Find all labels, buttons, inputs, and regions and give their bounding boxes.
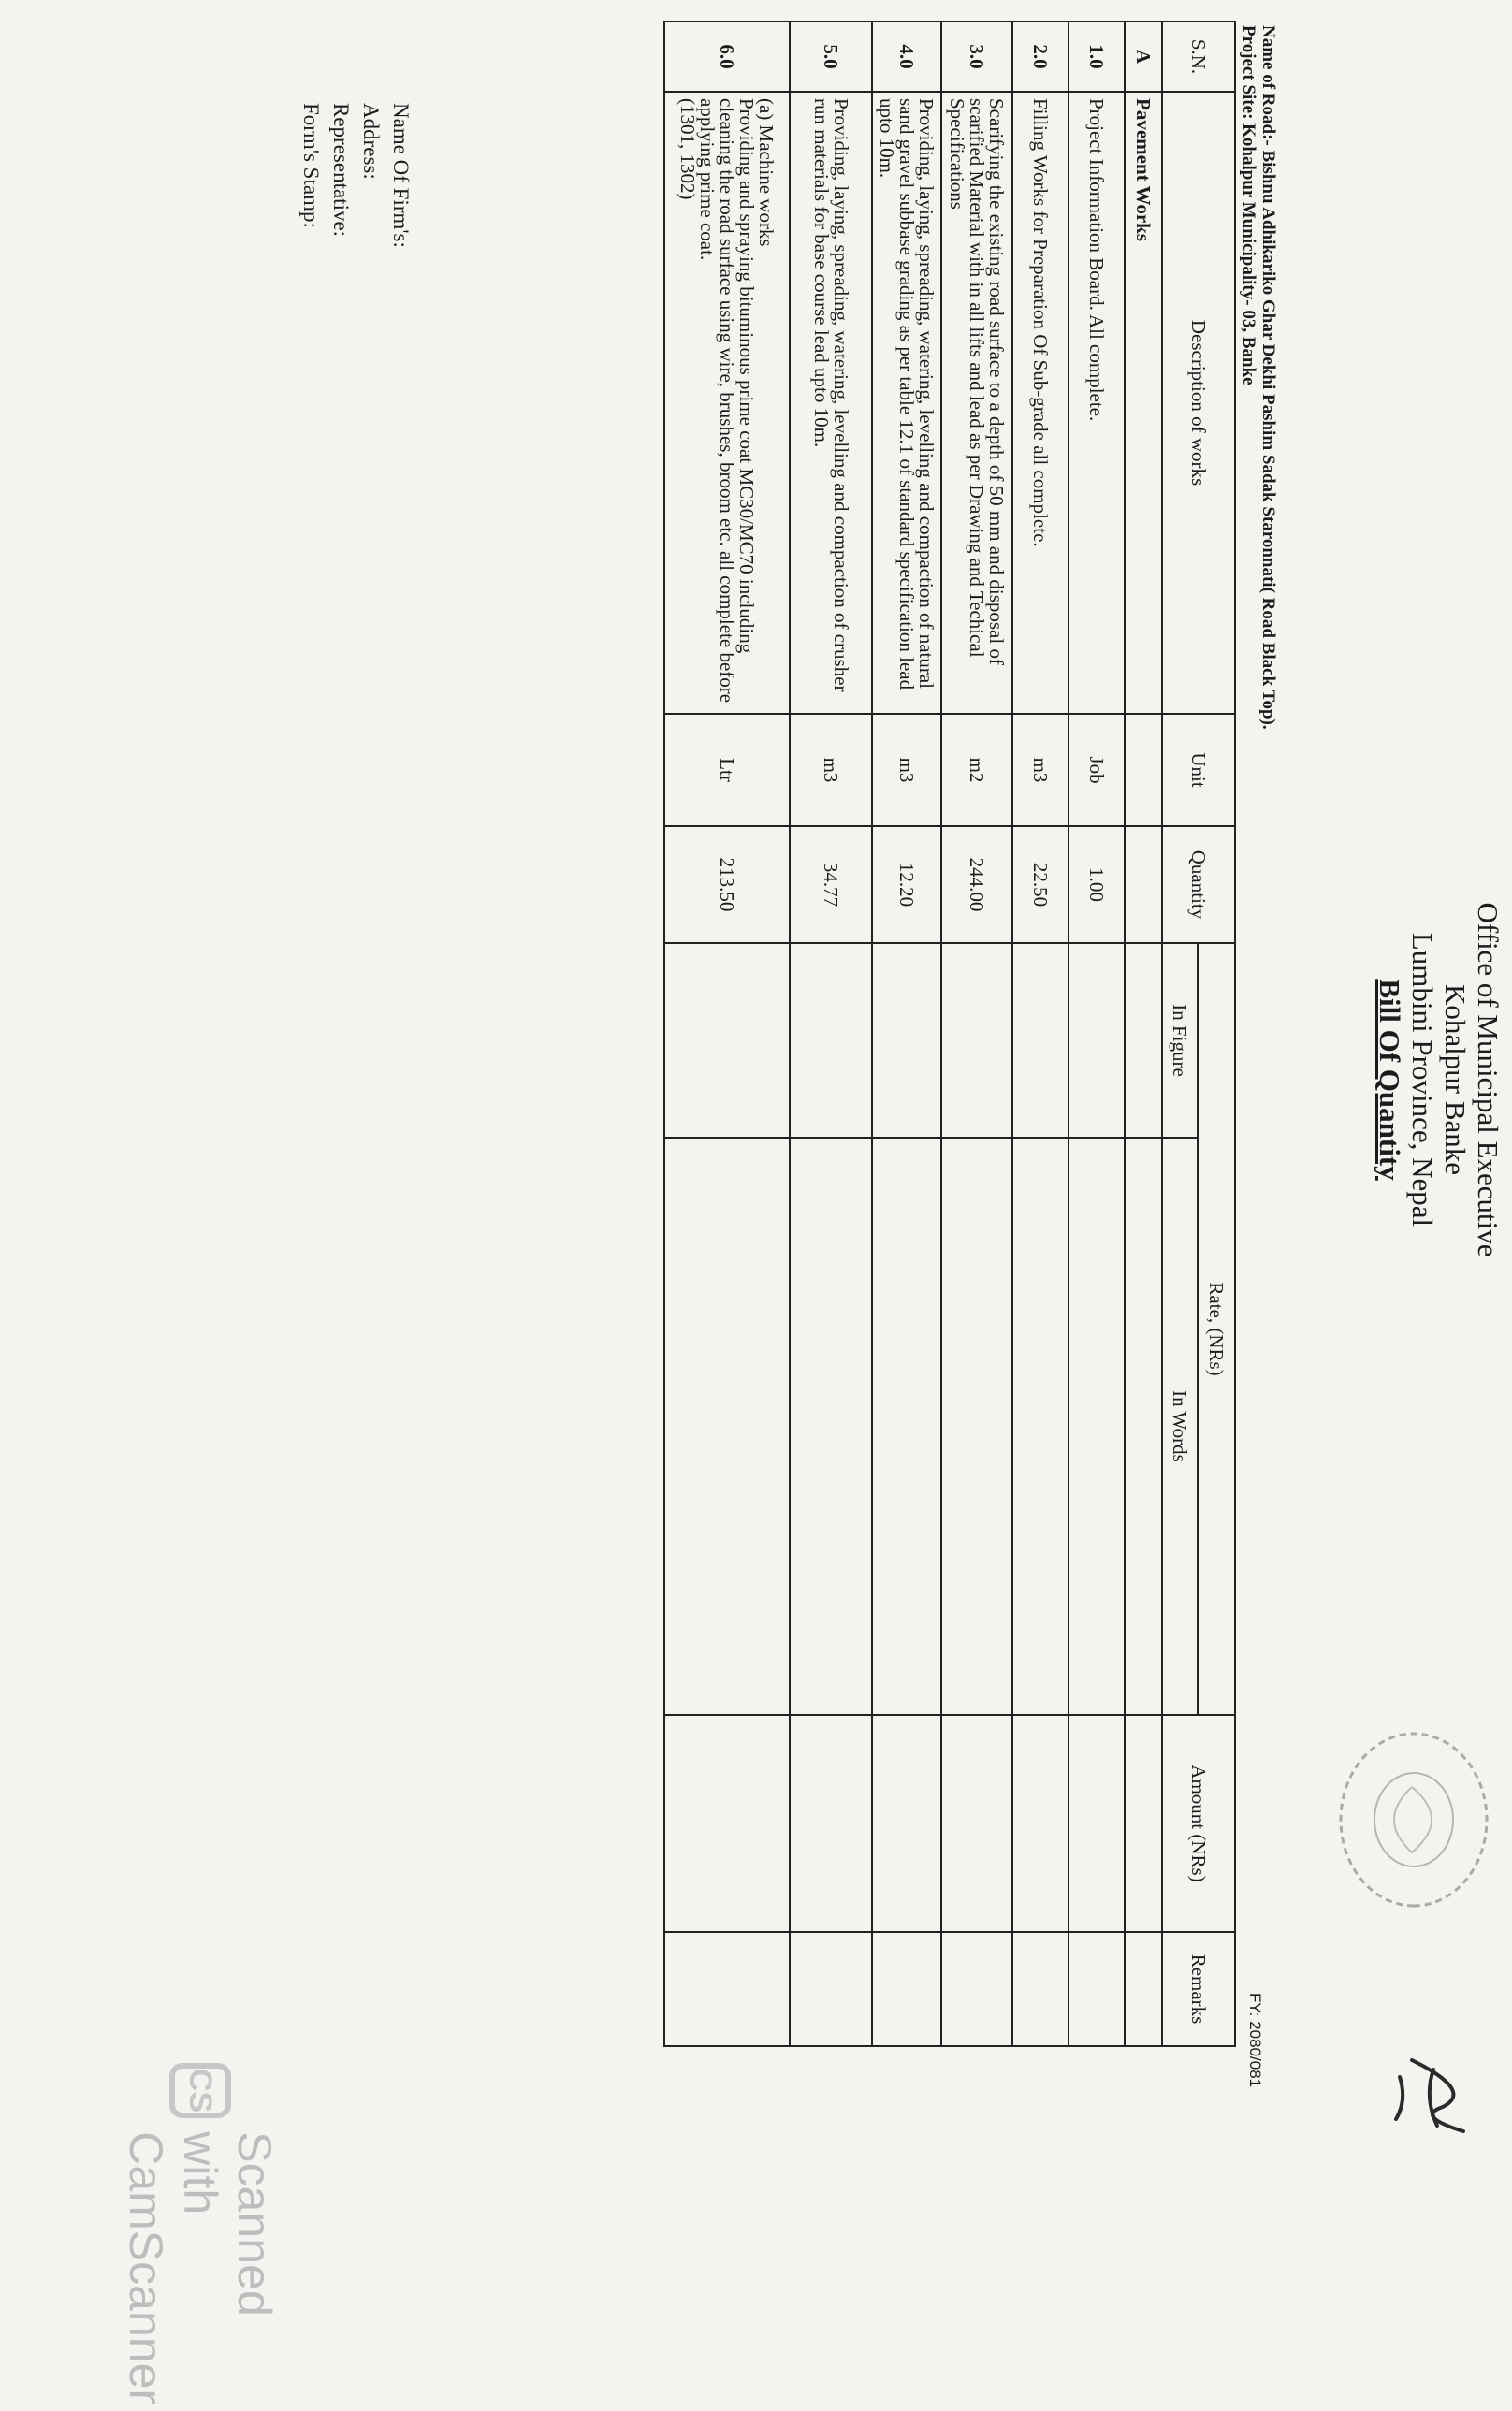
- row-unit: m2: [941, 714, 1012, 826]
- table-row: [664, 22, 790, 2046]
- row-unit: Job: [1069, 714, 1125, 826]
- table-row: [790, 22, 872, 2046]
- section-row: [1125, 22, 1162, 2046]
- row-sn: 5.0: [790, 22, 872, 92]
- table-row: [872, 22, 941, 2046]
- office-location: Kohalpur Banke: [1439, 983, 1472, 1176]
- row-description: Filling Works for Preparation Of Sub-grade all complete.: [1012, 92, 1069, 714]
- row-unit: m3: [872, 714, 941, 826]
- table-row: [1069, 22, 1125, 2046]
- row-quantity: 34.77: [790, 826, 872, 943]
- document-title: Bill Of Quantity: [1374, 979, 1406, 1181]
- header-quantity: Quantity: [1162, 826, 1235, 943]
- row-sn: 3.0: [941, 22, 1012, 92]
- header-remarks: Remarks: [1162, 1932, 1235, 2046]
- section-title: Pavement Works: [1125, 92, 1162, 714]
- section-sn: A: [1125, 22, 1162, 92]
- header-rate: Rate, (NRs): [1198, 943, 1235, 1715]
- row-unit: Ltr: [664, 714, 790, 826]
- camscanner-watermark: [119, 2063, 282, 2411]
- firm-stamp-label: Form's Stamp:: [299, 103, 323, 228]
- header-unit: Unit: [1162, 714, 1235, 826]
- header-rate-in-words: In Words: [1162, 1138, 1198, 1715]
- handwritten-signature: [1384, 2049, 1482, 2142]
- row-unit: m3: [790, 714, 872, 826]
- office-province: Lumbini Province, Nepal: [1406, 932, 1439, 1227]
- row-sn: 4.0: [872, 22, 941, 92]
- row-description: Providing, laying, spreading, watering, levelling and compaction of crusher run materials for base course lead upto 10m.: [790, 92, 872, 714]
- office-name: Office of Municipal Executive: [1472, 902, 1505, 1257]
- firm-representative-label: Representative:: [329, 103, 353, 238]
- header-rate-in-figure: In Figure: [1162, 943, 1198, 1138]
- bill-of-quantity-table: [663, 21, 1236, 2047]
- row-quantity: 12.20: [872, 826, 941, 943]
- table-row: [1012, 22, 1069, 2046]
- row-sn: 1.0: [1069, 22, 1125, 92]
- row-description: Providing, laying, spreading, watering, levelling and compaction of natural sand gravel subbase grading as per table 12.1 of standard specification lead upto 10m.: [872, 92, 941, 714]
- project-site: Project Site: Kohalpur Municipality- 03, Banke: [1239, 25, 1258, 385]
- firm-address-label: Address:: [359, 103, 383, 180]
- table-row: [941, 22, 1012, 2046]
- row-description: (a) Machine works Providing and spraying bituminous prime coat MC30/MC70 including cleaning the road surface using wire, brushes, broom etc. all complete before applying prime coat. (1301, 1302): [664, 92, 790, 714]
- row-unit: m3: [1012, 714, 1069, 826]
- row-quantity: 1.00: [1069, 826, 1125, 943]
- row-sn: 2.0: [1012, 22, 1069, 92]
- row-quantity: 213.50: [664, 826, 790, 943]
- row-quantity: 244.00: [941, 826, 1012, 943]
- camscanner-logo-icon: CS: [169, 2063, 231, 2118]
- row-description: Project Information Board. All complete.: [1069, 92, 1125, 714]
- camscanner-text: Scanned with CamScanner: [120, 2131, 281, 2405]
- fiscal-year: FY: 2080/081: [1246, 1993, 1264, 2088]
- row-quantity: 22.50: [1012, 826, 1069, 943]
- header-amount: Amount (NRs): [1162, 1715, 1235, 1932]
- firm-name-label: Name Of Firm's:: [389, 103, 413, 248]
- office-seal: [1325, 1721, 1498, 1918]
- row-sn: 6.0: [664, 22, 790, 92]
- header-sn: S.N.: [1162, 22, 1235, 92]
- road-name: Name of Road:- Bishnu Adhikariko Ghar Dekhi Pashim Sadak Staronnati( Road Black Top).: [1258, 25, 1278, 730]
- row-description: Scarifying the existing road surface to a depth of 50 mm and disposal of scarified Material with in all lifts and lead as per Drawing and Techical Specifications: [941, 92, 1012, 714]
- header-description: Description of works: [1162, 92, 1235, 714]
